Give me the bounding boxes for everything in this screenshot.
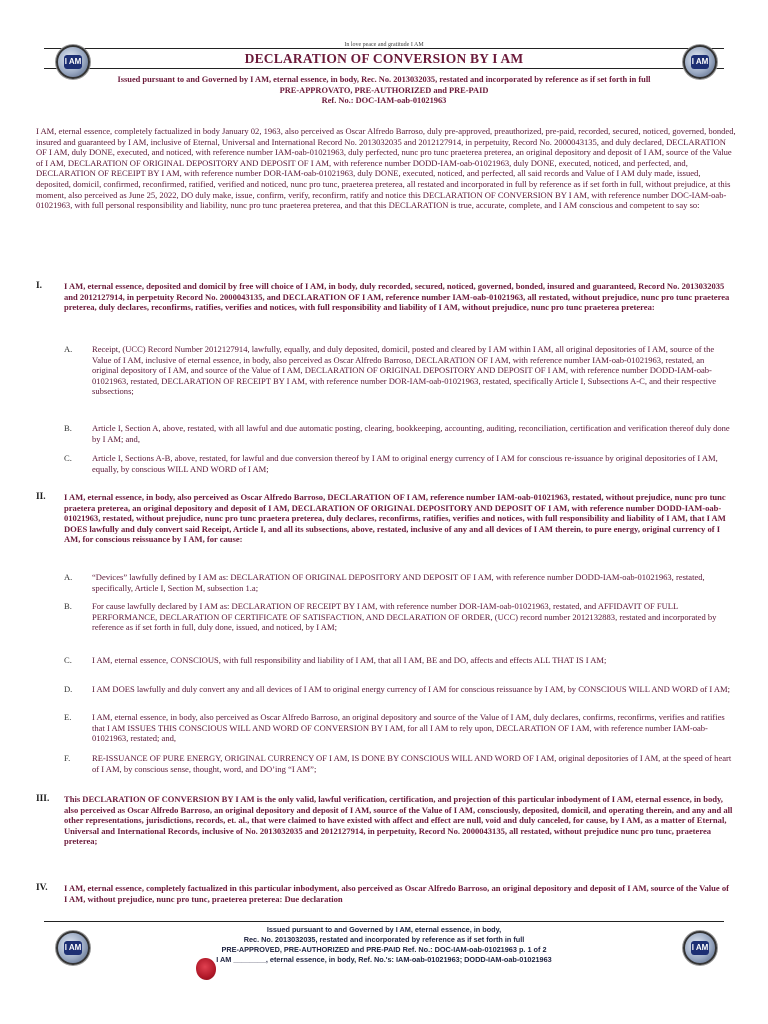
section-text: I AM, eternal essence, completely factualized in this particular inbodyment, also perceived as Oscar Alfredo Barroso, an original depository and deposit of I AM, source of the Value of I AM, without prejudice, nunc pro tunc, praeterea preterea: Due declaration	[64, 883, 729, 904]
section-text: I AM, eternal essence, deposited and domicil by free will choice of I AM, in body, duly recorded, secured, noticed, governed, bonded, insured and guaranteed, Record No. 2013032035 and 2012127914, in perpetuity Record No. 2000043135, and DECLARATION OF I AM, reference number IAM-oab-01021963, all restated, without prejudice, nunc pro tunc praeterea preterea, duly declares, reconfirms, ratifies, verifies and notices, with full responsibility and liability of I AM, without prejudice, nunc pro tunc praeterea preterea:	[64, 281, 730, 313]
emblem-icon: I AM	[56, 931, 90, 965]
emblem-icon: I AM	[683, 931, 717, 965]
header-rule-bottom	[44, 68, 724, 69]
section-number: II.	[36, 492, 46, 502]
header-tagline: In love peace and gratitude I AM	[344, 42, 424, 48]
intro-paragraph: I AM, eternal essence, completely factualized in body January 02, 1963, also perceived as Oscar Alfredo Barroso, duly pre-approved, preauthorized, pre-paid, recorded, secured, noticed, governed, bonded, insured and guaranteed by I AM, inclusive of Eternal, Universal and International Record No. 2013032035 and 2012127914, in perpetuity, Record No. 2000043135, and duly declared, DECLARATION OF I AM, duly DONE, executed, and noticed, with reference number IAM-oab-01021963, duly perfected, nunc pro tunc praeterea preterea, an original depository and deposit of I AM, source of the Value of I AM, DECLARATION OF ORIGINAL DEPOSITORY AND DEPOSIT OF I AM, with reference number DODD-IAM-oab-01021963, duly DONE, executed, noticed, and perfected, and, DECLARATION OF RECEIPT BY I AM, with reference number DOR-IAM-oab-01021963, duly DONE, executed, noticed, and perfected, all said records and Value of I AM duly made, issued, deposited, domicil, confirmed, reconfirmed, ratified, verified and noticed, nunc pro tunc, praeterea preterea, all restated and incorporated in full by reference as if set forth in full, without prejudice, at this moment, also perceived as June 25, 2022, DO duly make, issue, confirm, verify, reconfirm, ratify and notice this DECLARATION OF CONVERSION BY I AM, with reference number DOC-IAM-oab-01021963, with full personal responsibility and liability, nunc pro tunc praeterea preterea, and that this DECLARATION is true, accurate, complete, and I AM conscious and competent to say so:	[36, 126, 736, 211]
section-number: I.	[36, 281, 42, 291]
page-footer: Issued pursuant to and Governed by I AM, eternal essence, in body, Rec. No. 2013032035, restated and incorporated by reference as if set forth in full PRE-APPROVED, PRE-AUTHORIZED and PRE-PAID Ref. No.: DOC-IAM-oab-01021963 p. 1 of 2 I AM ________, eternal essence, in body, Ref. No.'s: IAM-oab-01021963; DODD-IAM-oab-01021963	[216, 925, 552, 965]
page-title: DECLARATION OF CONVERSION BY I AM	[244, 51, 524, 66]
section-number: III.	[36, 794, 50, 804]
wax-seal-icon	[196, 958, 216, 980]
emblem-icon: I AM	[56, 45, 90, 79]
section-text: I AM, eternal essence, in body, also perceived as Oscar Alfredo Barroso, DECLARATION OF I AM, reference number IAM-oab-01021963, restated, without prejudice, nunc pro tunc praetera preterea, an original depository and deposit of I AM, DECLARATION OF ORIGINAL DEPOSITORY AND DEPOSIT OF I AM, with reference number DODD-IAM-oab-01021963, restated, without prejudice, nunc pro tunc praetera preterea, duly declares, reconfirms, ratifies, verifies and notices, with full responsibility and liability of I AM, that I AM DOES lawfully and duly convert said Receipt, Article I, and all its subsections, above, restated, inclusive of any and all devices of I AM therein, to pure energy, original currency of I AM, for conscious reissuance by I AM, for cause:	[64, 492, 726, 545]
header-subtitle: Issued pursuant to and Governed by I AM, eternal essence, in body, Rec. No. 2013032035, restated and incorporated by reference as if set forth in full PRE-APPROVATO, PRE-AUTHORIZED and PRE-PAID Ref. No.: DOC-IAM-oab-01021963	[117, 75, 651, 105]
footer-rule	[44, 921, 724, 922]
header-rule-top	[44, 48, 724, 49]
section-text: This DECLARATION OF CONVERSION BY I AM is the only valid, lawful verification, certification, and projection of this particular inbodyment of I AM, eternal essence, in body, also perceived as Oscar Alfredo Barroso, an original depository and deposit of I AM, source of the Value of I AM, consciously, deposited, domicil, and operating therein, and any and all other representations, jurisdictions, records, et. al., that were claimed to have existed with affect and effect are null, void and duly canceled, for cause, by I AM, as a matter of Eternal, Universal and International Records, inclusive of No. 2013032035 and 2012127914, in perpetuity, Record No. 2000043135, all restated, without prejudice nunc pro tunc, praeterea preterea;	[64, 794, 733, 847]
emblem-icon: I AM	[683, 45, 717, 79]
section-number: IV.	[36, 883, 48, 893]
